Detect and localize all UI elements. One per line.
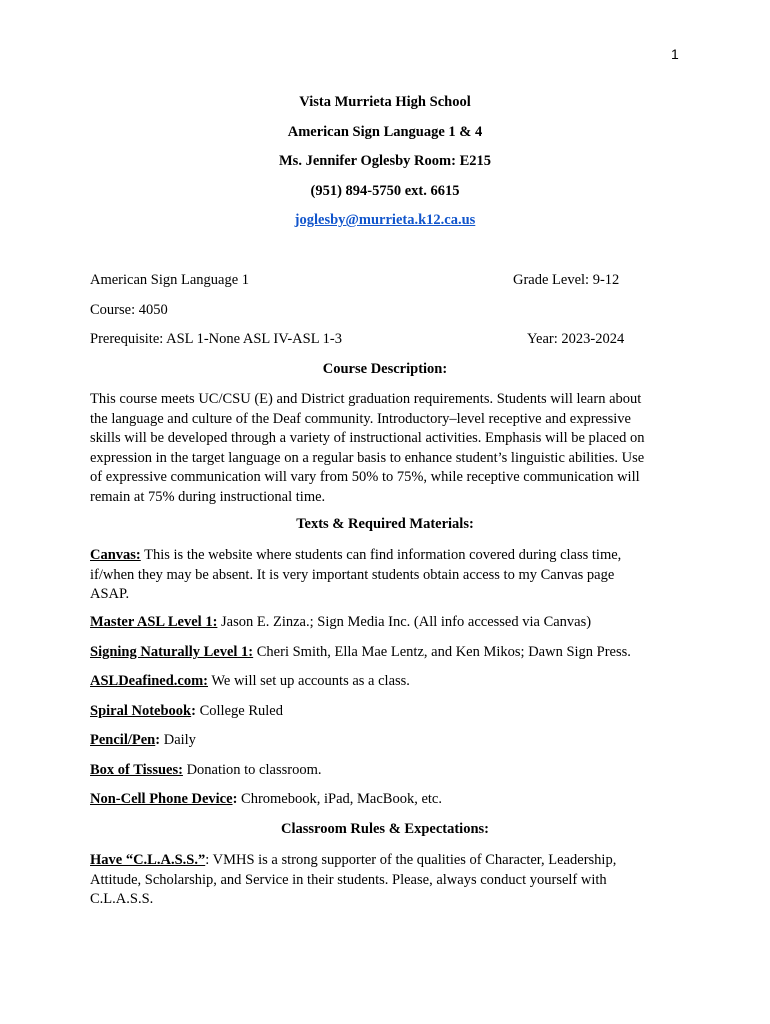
page-number: 1 [671,46,679,62]
phone-number: (951) 894-5750 ext. 6615 [310,183,460,199]
canvas-item: Canvas: This is the website where students can find information covered during class time, if/when they may be absent. It is very important students obtain access to my Canvas page ASAP. [90,547,622,602]
school-year: Year: 2023-2024 [527,331,625,347]
course-number: Course: 4050 [90,302,168,318]
material-item-spiral-notebook: Spiral Notebook: College Ruled [90,703,283,719]
course-description-text: This course meets UC/CSU (E) and District graduation requirements. Students will learn about the language and culture of the Deaf community. Introductory–level receptive and expressive skills will be developed through a variety of instructional activities. Emphasis will be placed on expression in the target language on a regular basis to enhance student’s linguistic abilities. Use of expressive communication will vary from 50% to 75%, while receptive communication will remain at 75% during instructional time. [90,391,645,505]
grade-level: Grade Level: 9-12 [513,272,620,288]
email-link[interactable]: joglesby@murrieta.k12.ca.us [294,212,476,228]
school-name: Vista Murrieta High School [299,94,471,110]
materials-heading: Texts & Required Materials: [296,516,474,532]
prerequisite: Prerequisite: ASL 1-None ASL IV-ASL 1-3 [90,331,342,347]
material-item-device: Non-Cell Phone Device: Chromebook, iPad, MacBook, etc. [90,791,442,807]
class-label: Have “C.L.A.S.S.” [90,852,206,868]
material-item-pencil-pen: Pencil/Pen: Daily [90,732,196,748]
class-rule-text: Have “C.L.A.S.S.”: VMHS is a strong supporter of the qualities of Character, Leadership, Attitude, Scholarship, and Service in their students. Please, always conduct yourself with C.L.A.S.S. [90,852,617,907]
material-item-box-of-tissues: Box of Tissues: Donation to classroom. [90,762,322,778]
canvas-label: Canvas: [90,547,141,563]
course-name: American Sign Language 1 [90,272,250,288]
material-item-signing-naturally: Signing Naturally Level 1: Cheri Smith, Ella Mae Lentz, and Ken Mikos; Dawn Sign Press. [90,644,631,660]
course-title: American Sign Language 1 & 4 [287,124,483,140]
course-description-heading: Course Description: [322,361,448,377]
teacher-room: Ms. Jennifer Oglesby Room: E215 [279,153,491,169]
rules-heading: Classroom Rules & Expectations: [281,821,489,837]
material-item-master-asl: Master ASL Level 1: Jason E. Zinza.; Sign Media Inc. (All info accessed via Canvas) [90,614,592,630]
material-item-asldeafined: ASLDeafined.com: We will set up accounts as a class. [90,673,410,689]
